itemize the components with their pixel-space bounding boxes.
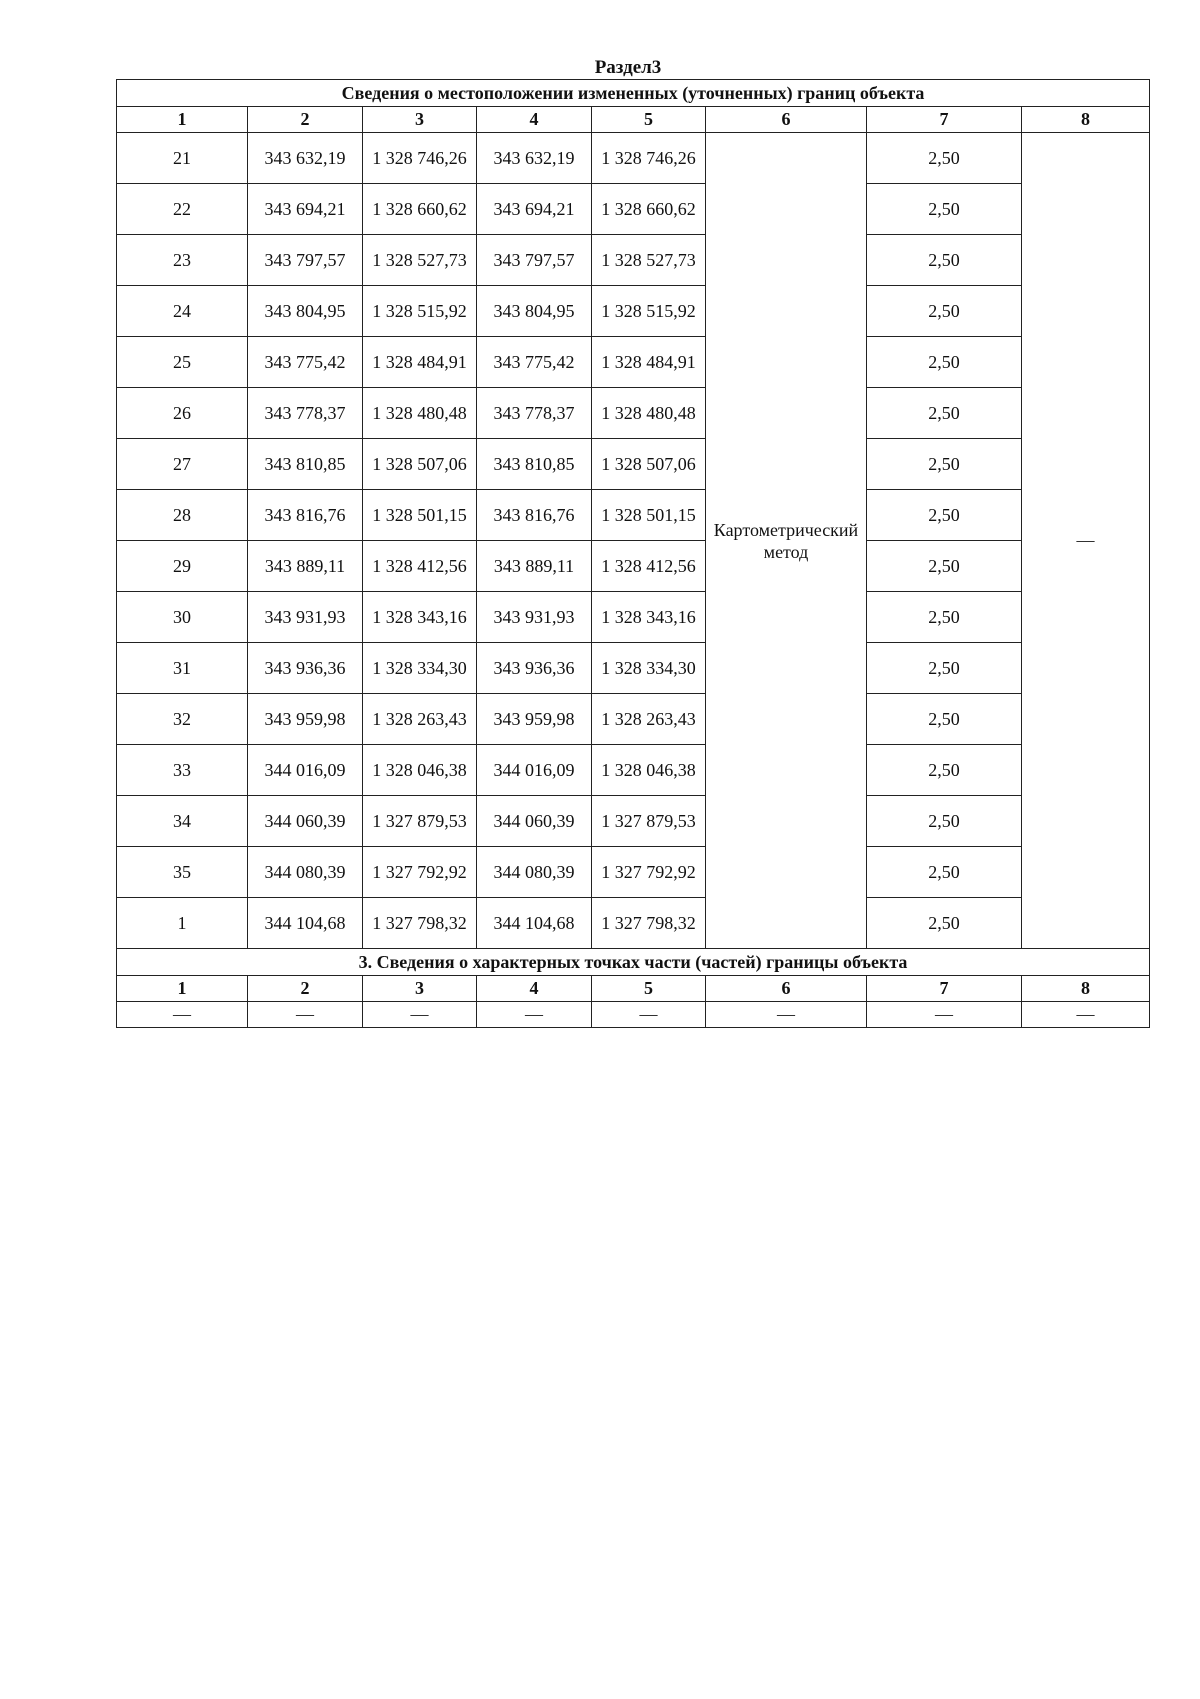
table-cell: 1 328 412,56 xyxy=(363,541,477,592)
table-cell: 1 327 798,32 xyxy=(592,898,706,949)
table-cell: 2,50 xyxy=(867,745,1022,796)
table-cell: 1 328 746,26 xyxy=(363,133,477,184)
table-cell: 2,50 xyxy=(867,847,1022,898)
table-cell: 1 328 480,48 xyxy=(592,388,706,439)
table-cell: 343 810,85 xyxy=(248,439,363,490)
table-cell: 343 778,37 xyxy=(477,388,592,439)
table-row xyxy=(117,643,1150,694)
table-row xyxy=(117,235,1150,286)
table-cell: 1 328 507,06 xyxy=(592,439,706,490)
boundary-table xyxy=(116,79,1150,1028)
table-cell: 343 936,36 xyxy=(248,643,363,694)
column-number-header: 6 xyxy=(706,976,867,1002)
table-row xyxy=(117,847,1150,898)
table-cell: 1 327 792,92 xyxy=(363,847,477,898)
table-row xyxy=(117,286,1150,337)
column-number-header: 3 xyxy=(363,976,477,1002)
table-row xyxy=(117,898,1150,949)
table-cell: 1 xyxy=(117,898,248,949)
column-number-header: 8 xyxy=(1022,976,1150,1002)
column-number-header: 3 xyxy=(363,107,477,133)
table-cell: — xyxy=(117,1002,248,1028)
table-cell: 27 xyxy=(117,439,248,490)
table-cell: 343 810,85 xyxy=(477,439,592,490)
table-cell: 2,50 xyxy=(867,439,1022,490)
table-cell: 343 931,93 xyxy=(477,592,592,643)
table-cell: 1 328 343,16 xyxy=(592,592,706,643)
table-cell: 1 328 660,62 xyxy=(363,184,477,235)
table-cell: 1 328 507,06 xyxy=(363,439,477,490)
table-cell: — xyxy=(1022,1002,1150,1028)
table-cell: 343 804,95 xyxy=(477,286,592,337)
table-cell: 2,50 xyxy=(867,592,1022,643)
table-cell: 2,50 xyxy=(867,490,1022,541)
column-number-header: 5 xyxy=(592,976,706,1002)
table-cell: 1 327 798,32 xyxy=(363,898,477,949)
table-cell: 343 694,21 xyxy=(248,184,363,235)
table-cell: 23 xyxy=(117,235,248,286)
table-cell: 2,50 xyxy=(867,286,1022,337)
table-cell: 2,50 xyxy=(867,898,1022,949)
table-cell: 1 328 334,30 xyxy=(363,643,477,694)
table-cell: 34 xyxy=(117,796,248,847)
table-cell: 343 959,98 xyxy=(248,694,363,745)
table-cell: 25 xyxy=(117,337,248,388)
table-cell: 1 327 879,53 xyxy=(592,796,706,847)
table-cell: 343 632,19 xyxy=(477,133,592,184)
table-cell: 2,50 xyxy=(867,796,1022,847)
table-cell: 1 328 343,16 xyxy=(363,592,477,643)
table-cell: 343 931,93 xyxy=(248,592,363,643)
table-cell: 31 xyxy=(117,643,248,694)
table-row xyxy=(117,745,1150,796)
table-cell: 1 328 527,73 xyxy=(363,235,477,286)
table-cell: 29 xyxy=(117,541,248,592)
table-cell: 2,50 xyxy=(867,643,1022,694)
table-cell: 1 328 484,91 xyxy=(592,337,706,388)
table-cell: 344 060,39 xyxy=(248,796,363,847)
table-cell: 344 104,68 xyxy=(477,898,592,949)
column-number-header: 1 xyxy=(117,976,248,1002)
table-cell: 343 804,95 xyxy=(248,286,363,337)
table-cell: 1 328 046,38 xyxy=(363,745,477,796)
column-number-header: 4 xyxy=(477,107,592,133)
column-number-header: 5 xyxy=(592,107,706,133)
table-cell: 33 xyxy=(117,745,248,796)
table-row xyxy=(117,133,1150,184)
subsection-title: 3. Сведения о характерных точках части (частей) границы объекта xyxy=(117,949,1150,976)
table-row xyxy=(117,1002,1150,1028)
table-cell: 344 060,39 xyxy=(477,796,592,847)
table-title: Сведения о местоположении измененных (уточненных) границ объекта xyxy=(117,80,1150,107)
table-cell: 343 959,98 xyxy=(477,694,592,745)
column-number-header: 8 xyxy=(1022,107,1150,133)
table-cell: 1 328 527,73 xyxy=(592,235,706,286)
column-number-header: 1 xyxy=(117,107,248,133)
table-cell: 344 016,09 xyxy=(477,745,592,796)
table-cell: 344 080,39 xyxy=(477,847,592,898)
table-cell: 2,50 xyxy=(867,694,1022,745)
table-cell: 343 797,57 xyxy=(477,235,592,286)
table-cell: 35 xyxy=(117,847,248,898)
table-cell: 1 328 660,62 xyxy=(592,184,706,235)
table-cell: — xyxy=(248,1002,363,1028)
table-cell: 2,50 xyxy=(867,388,1022,439)
table-cell: 1 328 046,38 xyxy=(592,745,706,796)
table-cell: 1 328 515,92 xyxy=(592,286,706,337)
table-cell: 343 797,57 xyxy=(248,235,363,286)
table-cell: 343 936,36 xyxy=(477,643,592,694)
table-cell: 1 328 501,15 xyxy=(592,490,706,541)
table-cell: 1 328 484,91 xyxy=(363,337,477,388)
column-8-cell: — xyxy=(1022,133,1150,949)
table-cell: 28 xyxy=(117,490,248,541)
table-row xyxy=(117,184,1150,235)
table-cell: 30 xyxy=(117,592,248,643)
table-cell: 2,50 xyxy=(867,541,1022,592)
table-cell: 344 016,09 xyxy=(248,745,363,796)
table-cell: 2,50 xyxy=(867,337,1022,388)
table-cell: 24 xyxy=(117,286,248,337)
table-cell: 2,50 xyxy=(867,184,1022,235)
table-cell: 343 889,11 xyxy=(477,541,592,592)
section-title: Раздел3 xyxy=(594,57,662,78)
table-cell: 32 xyxy=(117,694,248,745)
column-number-row xyxy=(117,107,1150,133)
table-row xyxy=(117,694,1150,745)
column-number-header: 6 xyxy=(706,107,867,133)
table-cell: 343 632,19 xyxy=(248,133,363,184)
table-cell: 343 816,76 xyxy=(477,490,592,541)
table-cell: 1 328 480,48 xyxy=(363,388,477,439)
table-cell: 343 694,21 xyxy=(477,184,592,235)
table-cell: 1 328 746,26 xyxy=(592,133,706,184)
table-cell: 1 328 263,43 xyxy=(592,694,706,745)
column-number-header: 2 xyxy=(248,107,363,133)
column-number-header: 7 xyxy=(867,976,1022,1002)
table-cell: — xyxy=(477,1002,592,1028)
method-cell: Картометрический метод xyxy=(706,133,867,949)
table-cell: 343 889,11 xyxy=(248,541,363,592)
table-cell: 1 328 501,15 xyxy=(363,490,477,541)
table-cell: 2,50 xyxy=(867,235,1022,286)
table-row xyxy=(117,796,1150,847)
table-cell: 1 328 334,30 xyxy=(592,643,706,694)
table-cell: 343 778,37 xyxy=(248,388,363,439)
table-cell: 22 xyxy=(117,184,248,235)
table-cell: 1 327 879,53 xyxy=(363,796,477,847)
table-cell: 344 080,39 xyxy=(248,847,363,898)
table-cell: 1 328 412,56 xyxy=(592,541,706,592)
column-number-header: 2 xyxy=(248,976,363,1002)
column-number-row xyxy=(117,976,1150,1002)
column-number-header: 4 xyxy=(477,976,592,1002)
table-cell: — xyxy=(363,1002,477,1028)
table-cell: 343 816,76 xyxy=(248,490,363,541)
table-row xyxy=(117,388,1150,439)
table-cell: 343 775,42 xyxy=(477,337,592,388)
table-cell: — xyxy=(867,1002,1022,1028)
table-cell: 1 328 515,92 xyxy=(363,286,477,337)
table-cell: 26 xyxy=(117,388,248,439)
table-cell: 2,50 xyxy=(867,133,1022,184)
column-number-header: 7 xyxy=(867,107,1022,133)
table-row xyxy=(117,337,1150,388)
table-cell: — xyxy=(706,1002,867,1028)
table-row xyxy=(117,490,1150,541)
table-cell: 1 328 263,43 xyxy=(363,694,477,745)
table-row xyxy=(117,592,1150,643)
table-cell: 1 327 792,92 xyxy=(592,847,706,898)
table-cell: — xyxy=(592,1002,706,1028)
table-row xyxy=(117,439,1150,490)
table-cell: 343 775,42 xyxy=(248,337,363,388)
table-cell: 21 xyxy=(117,133,248,184)
table-row xyxy=(117,541,1150,592)
table-cell: 344 104,68 xyxy=(248,898,363,949)
